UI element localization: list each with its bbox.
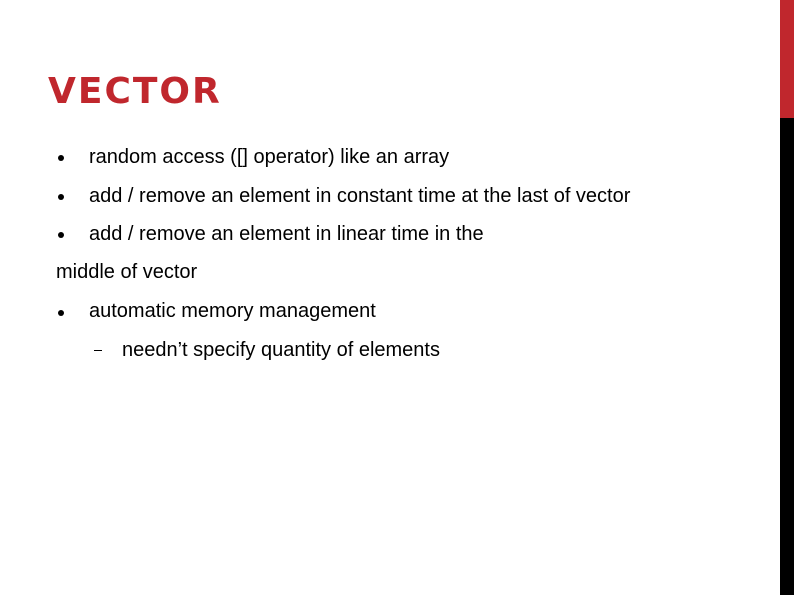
bullet-item-3: add / remove an element in linear time in the bbox=[89, 223, 484, 245]
bullet-item-4: automatic memory management bbox=[89, 300, 376, 322]
bullet-dot-icon bbox=[58, 155, 64, 161]
bullet-dot-icon bbox=[58, 194, 64, 200]
bullet-dot-icon bbox=[58, 232, 64, 238]
slide-title: VECTOR bbox=[48, 71, 222, 112]
bullet-item-2: add / remove an element in constant time at the last of vector bbox=[89, 185, 631, 207]
bullet-item-1: random access ([] operator) like an array bbox=[89, 146, 450, 168]
bullet-item-3-continuation: middle of vector bbox=[56, 261, 198, 283]
sub-bullet-item-1: needn’t specify quantity of elements bbox=[122, 339, 440, 361]
bullet-dot-icon bbox=[58, 310, 64, 316]
sub-bullet-dash-icon bbox=[94, 350, 102, 351]
